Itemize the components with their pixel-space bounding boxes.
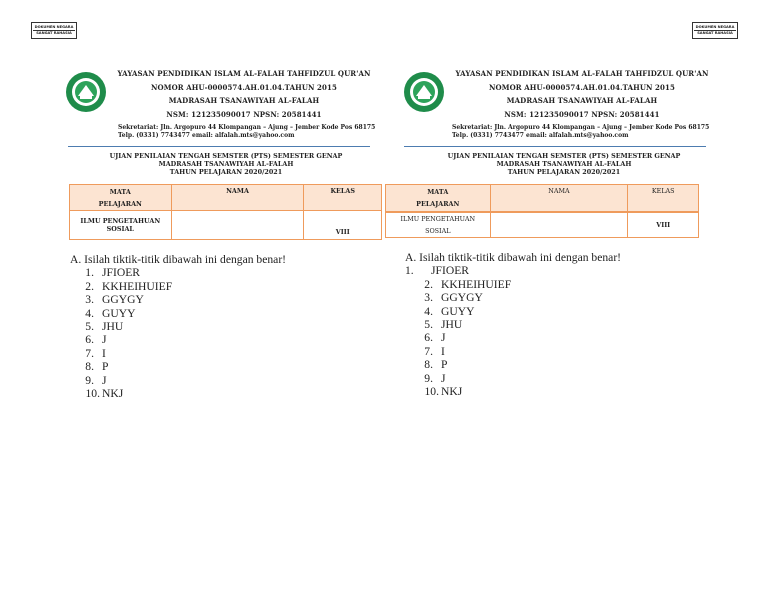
- exam-title-line2: MADRASAH TSANAWIYAH AL-FALAH: [158, 160, 294, 168]
- class-cell: VIII: [304, 211, 382, 240]
- student-info-table: [385, 184, 699, 238]
- list-item: 8. P: [85, 360, 109, 374]
- subject-line-2: SOSIAL: [106, 225, 134, 233]
- letterhead-decree: NOMOR AHU-0000574.AH.01.04.TAHUN 2015: [489, 82, 675, 92]
- subject-cell: [386, 212, 491, 238]
- list-item: 5. JHU: [424, 318, 463, 332]
- question-instruction: A. Isilah tiktik-titik dibawah ini dengan benar!: [405, 251, 622, 264]
- letterhead-school: MADRASAH TSANAWIYAH AL-FALAH: [168, 96, 320, 105]
- list-item: 5. JHU: [85, 320, 124, 334]
- list-item: 6. J: [424, 331, 446, 345]
- list-item: 10. NKJ: [424, 385, 463, 399]
- list-item: 10. NKJ: [85, 387, 124, 401]
- letterhead-ids: NSM: 121235090017 NPSN: 20581441: [166, 109, 322, 119]
- list-item: 4. GUYY: [85, 306, 136, 320]
- exam-sheet-right: [402, 0, 732, 594]
- school-logo-icon: [66, 72, 106, 112]
- exam-sheet-left: [66, 0, 396, 594]
- subject-line-1: ILMU PENGETAHUAN: [80, 217, 161, 225]
- list-item: 1. JFIOER: [85, 266, 141, 280]
- name-cell[interactable]: [171, 211, 304, 240]
- subject-cell: [70, 211, 172, 240]
- col-subject-label-1: MATA: [427, 188, 449, 196]
- col-name-header: NAMA: [171, 185, 304, 211]
- list-item: 3. GGYGY: [85, 293, 144, 307]
- col-subject-label-2: PELAJARAN: [416, 200, 460, 208]
- stamp-line1: DOKUMEN NEGARA: [694, 25, 737, 31]
- exam-title-line1: UJIAN PENILAIAN TENGAH SEMSTER (PTS) SEMESTER GENAP: [447, 152, 681, 160]
- letterhead-decree: NOMOR AHU-0000574.AH.01.04.TAHUN 2015: [151, 82, 337, 92]
- exam-title: [414, 152, 714, 176]
- stamp-line2: SANGAT RAHASIA: [36, 31, 72, 35]
- stamp-line1: DOKUMEN NEGARA: [33, 25, 76, 31]
- letterhead-ids: NSM: 121235090017 NPSN: 20581441: [504, 109, 660, 119]
- exam-title-line3: TAHUN PELAJARAN 2020/2021: [169, 168, 283, 176]
- col-class-header: KELAS: [628, 185, 699, 212]
- list-item: 4. GUYY: [424, 304, 475, 318]
- header-divider: [68, 146, 370, 147]
- contact-line: Telp. (0331) 7743477 email: alfalah.mts@yahoo.com: [452, 132, 629, 139]
- col-subject-header: [70, 185, 172, 211]
- list-item: 2. KKHEIHUIEF: [85, 279, 173, 293]
- exam-title-line3: TAHUN PELAJARAN 2020/2021: [507, 168, 621, 176]
- col-class-header: KELAS: [304, 185, 382, 211]
- list-item: 9. J: [85, 373, 107, 387]
- answer-list: [70, 266, 286, 400]
- list-item: 8. P: [424, 358, 448, 372]
- student-info-table: [69, 184, 382, 240]
- exam-title: [76, 152, 376, 176]
- col-subject-header: [386, 185, 491, 212]
- question-section: [70, 253, 286, 400]
- list-item: 7. I: [85, 346, 106, 360]
- col-subject-label-1: MATA: [109, 188, 131, 196]
- address-line: Sekretariat: Jln. Argopuro 44 Klompangan – Ajung – Jember Kode Pos 68175: [118, 124, 376, 131]
- answer-list: [405, 264, 621, 398]
- letterhead-foundation: YAYASAN PENDIDIKAN ISLAM AL-FALAH TAHFIDZUL QUR'AN: [455, 69, 709, 78]
- subject-line-1: ILMU PENGETAHUAN: [400, 214, 476, 223]
- list-item: 3. GGYGY: [424, 291, 483, 305]
- list-item: 2. KKHEIHUIEF: [424, 277, 512, 291]
- letterhead-foundation: YAYASAN PENDIDIKAN ISLAM AL-FALAH TAHFIDZUL QUR'AN: [117, 69, 371, 78]
- letterhead: [448, 67, 716, 121]
- letterhead-address: [118, 124, 388, 140]
- list-item: 7. I: [424, 344, 445, 358]
- school-logo-icon: [404, 72, 444, 112]
- letterhead: [110, 67, 378, 121]
- exam-title-line2: MADRASAH TSANAWIYAH AL-FALAH: [496, 160, 632, 168]
- col-name-header: NAMA: [490, 185, 628, 212]
- stamp-line2: SANGAT RAHASIA: [697, 31, 733, 35]
- question-instruction: A. Isilah tiktik-titik dibawah ini dengan benar!: [70, 253, 287, 266]
- question-section: [405, 251, 621, 398]
- address-line: Sekretariat: Jln. Argopuro 44 Klompangan – Ajung – Jember Kode Pos 68175: [452, 124, 710, 131]
- letterhead-address: [452, 124, 722, 140]
- list-item: 9. J: [424, 371, 446, 385]
- col-subject-label-2: PELAJARAN: [98, 200, 142, 208]
- exam-title-line1: UJIAN PENILAIAN TENGAH SEMSTER (PTS) SEMESTER GENAP: [109, 152, 343, 160]
- class-cell: VIII: [628, 212, 699, 238]
- subject-line-2: SOSIAL: [425, 226, 451, 235]
- letterhead-school: MADRASAH TSANAWIYAH AL-FALAH: [506, 96, 658, 105]
- header-divider: [404, 146, 706, 147]
- list-item: 1. JFIOER: [405, 264, 470, 278]
- name-cell[interactable]: [490, 212, 628, 238]
- list-item: 6. J: [85, 333, 107, 347]
- contact-line: Telp. (0331) 7743477 email: alfalah.mts@yahoo.com: [118, 132, 295, 139]
